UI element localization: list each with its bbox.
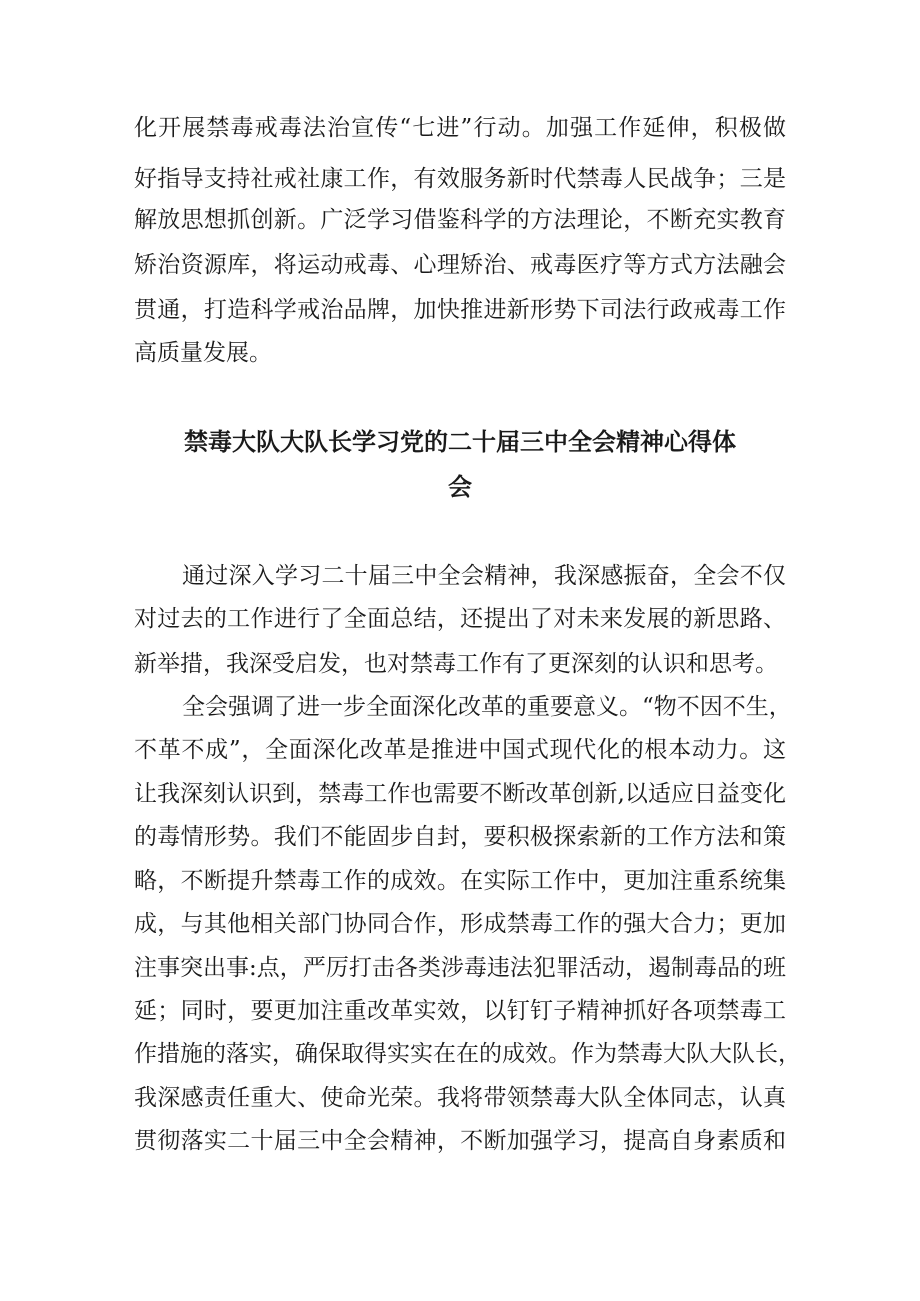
text-line: 的毒情形势。我们不能固步自封，要积极探索新的工作方法和策 (134, 824, 786, 850)
text-line: 通过深入学习二十届三中全会精神，我深感振奋，全会不仅 (182, 563, 786, 589)
article-title-line-2: 会 (448, 472, 472, 501)
text-line: 注事突出事:点，严厉打击各类涉毒违法犯罪活动，遏制毒品的班 (134, 955, 786, 981)
article-title-line-1: 禁毒大队大队长学习党的二十届三中全会精神心得体 (184, 427, 736, 456)
text-line: 成，与其他相关部门协同合作，形成禁毒工作的强大合力；更加 (134, 911, 786, 937)
text-line: 略，不断提升禁毒工作的成效。在实际工作中，更加注重系统集 (134, 868, 786, 894)
text-line: 贯彻落实二十届三中全会精神，不断加强学习，提高自身素质和 (134, 1128, 786, 1154)
text-line: 解放思想抓创新。广泛学习借鉴科学的方法理论，不断充实教育 (134, 207, 786, 233)
text-line: 贯通，打造科学戒治品牌，加快推进新形势下司法行政戒毒工作 (134, 297, 786, 323)
text-line: 我深感责任重大、使命光荣。我将带领禁毒大队全体同志，认真 (134, 1085, 786, 1111)
text-line: 不革不成”，全面深化改革是推进中国式现代化的根本动力。这 (134, 737, 786, 763)
text-line: 延；同时，要更加注重改革实效，以钉钉子精神抓好各项禁毒工 (134, 998, 786, 1024)
text-line: 高质量发展。 (134, 340, 272, 366)
text-line: 新举措，我深受启发，也对禁毒工作有了更深刻的认识和思考。 (134, 651, 778, 677)
text-line: 化开展禁毒戒毒法治宣传“七进”行动。加强工作延伸，积极做 (134, 115, 786, 141)
text-line: 对过去的工作进行了全面总结，还提出了对未来发展的新思路、 (134, 606, 786, 632)
text-line: 矫治资源库，将运动戒毒、心理矫治、戒毒医疗等方式方法融会 (134, 252, 786, 278)
text-line: 全会强调了进一步全面深化改革的重要意义。“物不因不生， (182, 694, 792, 720)
text-line: 让我深刻认识到，禁毒工作也需要不断改革创新,以适应日益变化 (134, 781, 786, 807)
text-line: 好指导支持社戒社康工作，有效服务新时代禁毒人民战争；三是 (134, 166, 786, 192)
text-line: 作措施的落实，确保取得实实在在的成效。作为禁毒大队大队长， (134, 1041, 801, 1067)
